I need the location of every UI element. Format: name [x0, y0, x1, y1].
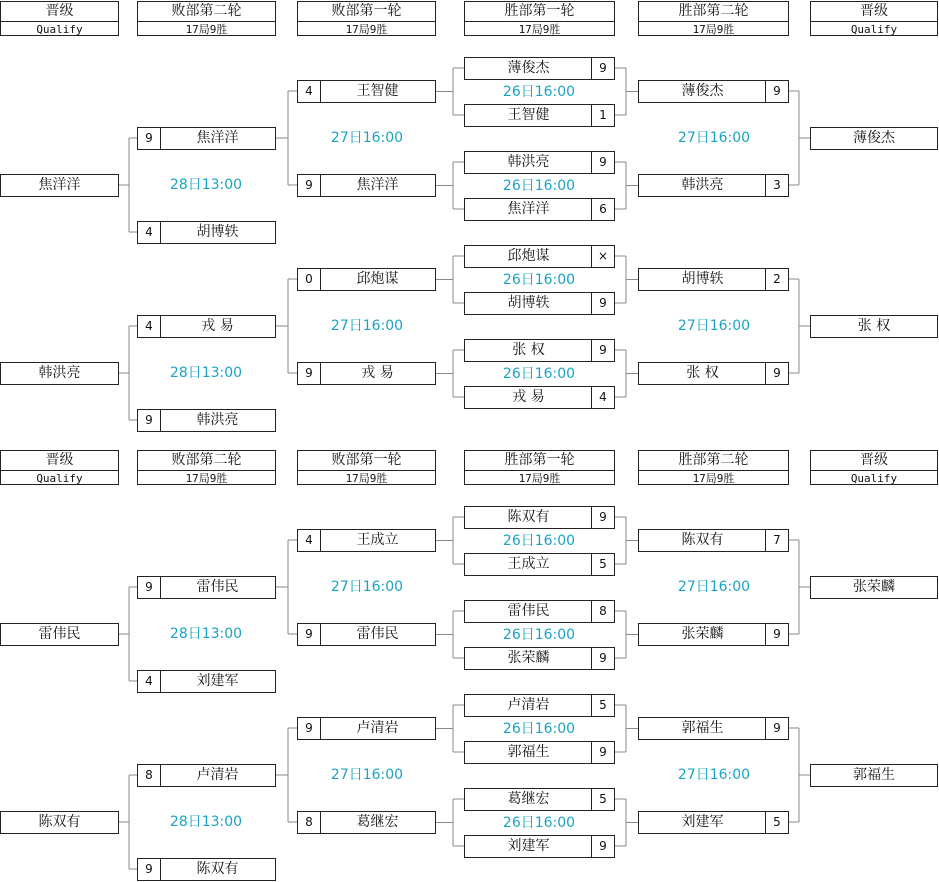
- losers-r1-player-bottom: [297, 362, 436, 385]
- round-format: 17局9胜: [692, 23, 735, 36]
- qualified-player-right: [810, 764, 938, 787]
- round-header: [638, 450, 789, 485]
- player-name: 戎 易: [201, 318, 234, 334]
- match-time: 27日16:00: [330, 130, 404, 146]
- player-score: 4: [298, 81, 321, 102]
- round-title: 胜部第二轮: [639, 2, 788, 22]
- winners-r1-player-bottom: [464, 104, 615, 127]
- player-name: 焦洋洋: [196, 130, 239, 146]
- player-score: 9: [765, 81, 788, 102]
- winners-r1-player-bottom: [464, 553, 615, 576]
- match-time: 26日16:00: [502, 365, 576, 382]
- player-name: 陈双有: [196, 861, 239, 877]
- match-time: 26日16:00: [502, 720, 576, 737]
- winners-r1-player-top: [464, 600, 615, 623]
- player-name: 雷伟民: [196, 579, 239, 595]
- player-name: 胡博轶: [681, 271, 724, 287]
- winners-r2-player-bottom: [638, 811, 789, 834]
- winners-r1-player-top: [464, 788, 615, 811]
- player-score: 9: [298, 175, 321, 196]
- qualified-player-right: [810, 315, 938, 338]
- player-score: 4: [298, 530, 321, 551]
- player-name: 焦洋洋: [507, 201, 550, 217]
- player-score: 5: [765, 812, 788, 833]
- round-format: 17局9胜: [185, 472, 228, 485]
- winners-r1-player-bottom: [464, 292, 615, 315]
- round-header: [297, 1, 436, 36]
- qualified-player-right: [810, 576, 938, 599]
- player-score: 4: [591, 387, 614, 408]
- round-header: [464, 450, 615, 485]
- round-title: 败部第一轮: [298, 451, 435, 471]
- player-score: 5: [591, 695, 614, 716]
- player-name: 卢清岩: [507, 697, 550, 713]
- round-header: [0, 450, 119, 485]
- match-time: 26日16:00: [502, 271, 576, 288]
- player-score: 9: [765, 718, 788, 739]
- player-name: 张 权: [857, 318, 891, 334]
- player-name: 韩洪亮: [196, 412, 239, 428]
- player-score: 9: [591, 648, 614, 669]
- player-name: 胡博轶: [196, 224, 239, 240]
- player-score: 8: [591, 601, 614, 622]
- player-name: 张荣麟: [681, 626, 724, 642]
- losers-r1-player-top: [297, 80, 436, 103]
- round-title: 败部第一轮: [298, 2, 435, 22]
- player-name: 葛继宏: [507, 791, 550, 807]
- losers-r2-player-top: [137, 127, 276, 150]
- player-score: 5: [591, 789, 614, 810]
- qualified-player-left: [0, 811, 119, 834]
- round-title: 晋级: [1, 2, 118, 22]
- player-name: 葛继宏: [356, 814, 399, 830]
- player-score: 3: [765, 175, 788, 196]
- player-score: 5: [591, 554, 614, 575]
- round-header: [0, 1, 119, 36]
- winners-r1-player-bottom: [464, 835, 615, 858]
- player-name: 韩洪亮: [507, 154, 550, 170]
- player-name: 张 权: [512, 342, 545, 358]
- match-time: 26日16:00: [502, 83, 576, 100]
- round-header: [810, 1, 938, 36]
- round-title: 晋级: [811, 2, 937, 22]
- player-name: 陈双有: [681, 532, 724, 548]
- losers-r2-player-bottom: [137, 858, 276, 881]
- player-name: 雷伟民: [507, 603, 550, 619]
- match-time: 27日16:00: [677, 318, 751, 334]
- winners-r2-player-bottom: [638, 623, 789, 646]
- losers-r1-player-top: [297, 268, 436, 291]
- match-time: 27日16:00: [677, 579, 751, 595]
- losers-r2-player-bottom: [137, 670, 276, 693]
- player-name: 陈双有: [507, 509, 550, 525]
- round-title: 晋级: [1, 451, 118, 471]
- round-header: [297, 450, 436, 485]
- round-title: 胜部第一轮: [465, 451, 614, 471]
- winners-r2-player-bottom: [638, 362, 789, 385]
- round-format: 17局9胜: [185, 23, 228, 36]
- player-score: 9: [591, 340, 614, 361]
- losers-r1-player-bottom: [297, 174, 436, 197]
- player-score: 0: [298, 269, 321, 290]
- round-format: Qualify: [850, 472, 898, 485]
- player-score: 9: [591, 58, 614, 79]
- round-title: 胜部第一轮: [465, 2, 614, 22]
- player-score: 8: [138, 765, 161, 786]
- player-name: 王智健: [356, 83, 399, 99]
- round-title: 败部第二轮: [138, 451, 275, 471]
- player-name: 王成立: [356, 532, 399, 548]
- player-name: 薄俊杰: [853, 130, 895, 146]
- player-score: 9: [298, 718, 321, 739]
- player-score: 9: [591, 836, 614, 857]
- round-header: [464, 1, 615, 36]
- match-time: 27日16:00: [330, 767, 404, 783]
- player-name: 卢清岩: [356, 720, 399, 736]
- player-name: 邱炮谋: [356, 271, 399, 287]
- round-header: [137, 450, 276, 485]
- winners-r1-player-top: [464, 245, 615, 268]
- winners-r1-player-top: [464, 339, 615, 362]
- losers-r2-player-top: [137, 764, 276, 787]
- qualified-player-right: [810, 127, 938, 150]
- player-name: 张荣麟: [507, 650, 550, 666]
- qualified-player-left: [0, 174, 119, 197]
- player-score: 9: [298, 363, 321, 384]
- player-score: 9: [591, 152, 614, 173]
- player-name: 卢清岩: [196, 767, 239, 783]
- player-score: 4: [138, 316, 161, 337]
- losers-r2-player-bottom: [137, 409, 276, 432]
- player-name: 刘建军: [507, 838, 550, 854]
- losers-r2-player-top: [137, 315, 276, 338]
- player-score: 9: [138, 859, 161, 880]
- player-name: 王成立: [507, 556, 550, 572]
- match-time: 27日16:00: [677, 130, 751, 146]
- player-name: 焦洋洋: [356, 177, 399, 193]
- losers-r1-player-top: [297, 529, 436, 552]
- winners-r1-player-bottom: [464, 198, 615, 221]
- player-name: 薄俊杰: [681, 83, 724, 99]
- match-time: 26日16:00: [502, 814, 576, 831]
- player-score: 1: [591, 105, 614, 126]
- player-score: 9: [138, 577, 161, 598]
- player-score: 9: [138, 410, 161, 431]
- winners-r1-player-top: [464, 506, 615, 529]
- player-name: 张荣麟: [853, 579, 895, 595]
- player-name: 陈双有: [38, 814, 81, 830]
- round-format: Qualify: [850, 23, 898, 36]
- player-score: 4: [138, 222, 161, 243]
- player-name: 雷伟民: [356, 626, 399, 642]
- player-name: 戎 易: [361, 365, 394, 381]
- match-time: 27日16:00: [330, 579, 404, 595]
- winners-r2-player-bottom: [638, 174, 789, 197]
- round-title: 晋级: [811, 451, 937, 471]
- match-time: 26日16:00: [502, 626, 576, 643]
- round-format: 17局9胜: [692, 472, 735, 485]
- winners-r2-player-top: [638, 529, 789, 552]
- round-format: Qualify: [36, 472, 83, 485]
- winners-r1-player-bottom: [464, 386, 615, 409]
- player-score: 2: [765, 269, 788, 290]
- player-name: 雷伟民: [38, 626, 81, 642]
- player-score: 9: [765, 624, 788, 645]
- round-format: 17局9胜: [518, 472, 561, 485]
- winners-r1-player-bottom: [464, 647, 615, 670]
- player-score: 6: [591, 199, 614, 220]
- round-format: Qualify: [36, 23, 83, 36]
- round-format: 17局9胜: [518, 23, 561, 36]
- match-time: 27日16:00: [677, 767, 751, 783]
- player-name: 戎 易: [512, 389, 545, 405]
- player-score: ×: [591, 246, 614, 267]
- player-name: 郭福生: [507, 744, 550, 760]
- player-name: 薄俊杰: [507, 60, 550, 76]
- losers-r1-player-bottom: [297, 623, 436, 646]
- player-score: 9: [591, 507, 614, 528]
- player-name: 王智健: [507, 107, 550, 123]
- player-name: 刘建军: [681, 814, 724, 830]
- match-time: 28日13:00: [169, 365, 243, 381]
- round-format: 17局9胜: [345, 23, 388, 36]
- player-name: 郭福生: [681, 720, 724, 736]
- player-name: 韩洪亮: [38, 365, 81, 381]
- match-time: 28日13:00: [169, 814, 243, 830]
- player-score: 9: [591, 742, 614, 763]
- player-name: 邱炮谋: [507, 248, 550, 264]
- winners-r2-player-top: [638, 268, 789, 291]
- player-score: 9: [138, 128, 161, 149]
- losers-r1-player-bottom: [297, 811, 436, 834]
- qualified-player-left: [0, 362, 119, 385]
- player-score: 9: [591, 293, 614, 314]
- round-header: [638, 1, 789, 36]
- player-name: 胡博轶: [507, 295, 550, 311]
- player-name: 刘建军: [196, 673, 239, 689]
- player-name: 焦洋洋: [38, 177, 81, 193]
- match-time: 27日16:00: [330, 318, 404, 334]
- winners-r1-player-top: [464, 694, 615, 717]
- player-name: 郭福生: [853, 767, 895, 783]
- match-time: 28日13:00: [169, 177, 243, 193]
- player-name: 韩洪亮: [681, 177, 724, 193]
- losers-r2-player-top: [137, 576, 276, 599]
- round-title: 胜部第二轮: [639, 451, 788, 471]
- match-time: 28日13:00: [169, 626, 243, 642]
- player-score: 9: [765, 363, 788, 384]
- winners-r1-player-top: [464, 151, 615, 174]
- round-format: 17局9胜: [345, 472, 388, 485]
- player-score: 4: [138, 671, 161, 692]
- winners-r1-player-bottom: [464, 741, 615, 764]
- losers-r1-player-top: [297, 717, 436, 740]
- winners-r1-player-top: [464, 57, 615, 80]
- player-name: 张 权: [686, 365, 719, 381]
- player-score: 9: [298, 624, 321, 645]
- player-score: 8: [298, 812, 321, 833]
- qualified-player-left: [0, 623, 119, 646]
- round-header: [810, 450, 938, 485]
- match-time: 26日16:00: [502, 177, 576, 194]
- player-score: 7: [765, 530, 788, 551]
- match-time: 26日16:00: [502, 532, 576, 549]
- winners-r2-player-top: [638, 80, 789, 103]
- losers-r2-player-bottom: [137, 221, 276, 244]
- winners-r2-player-top: [638, 717, 789, 740]
- round-header: [137, 1, 276, 36]
- round-title: 败部第二轮: [138, 2, 275, 22]
